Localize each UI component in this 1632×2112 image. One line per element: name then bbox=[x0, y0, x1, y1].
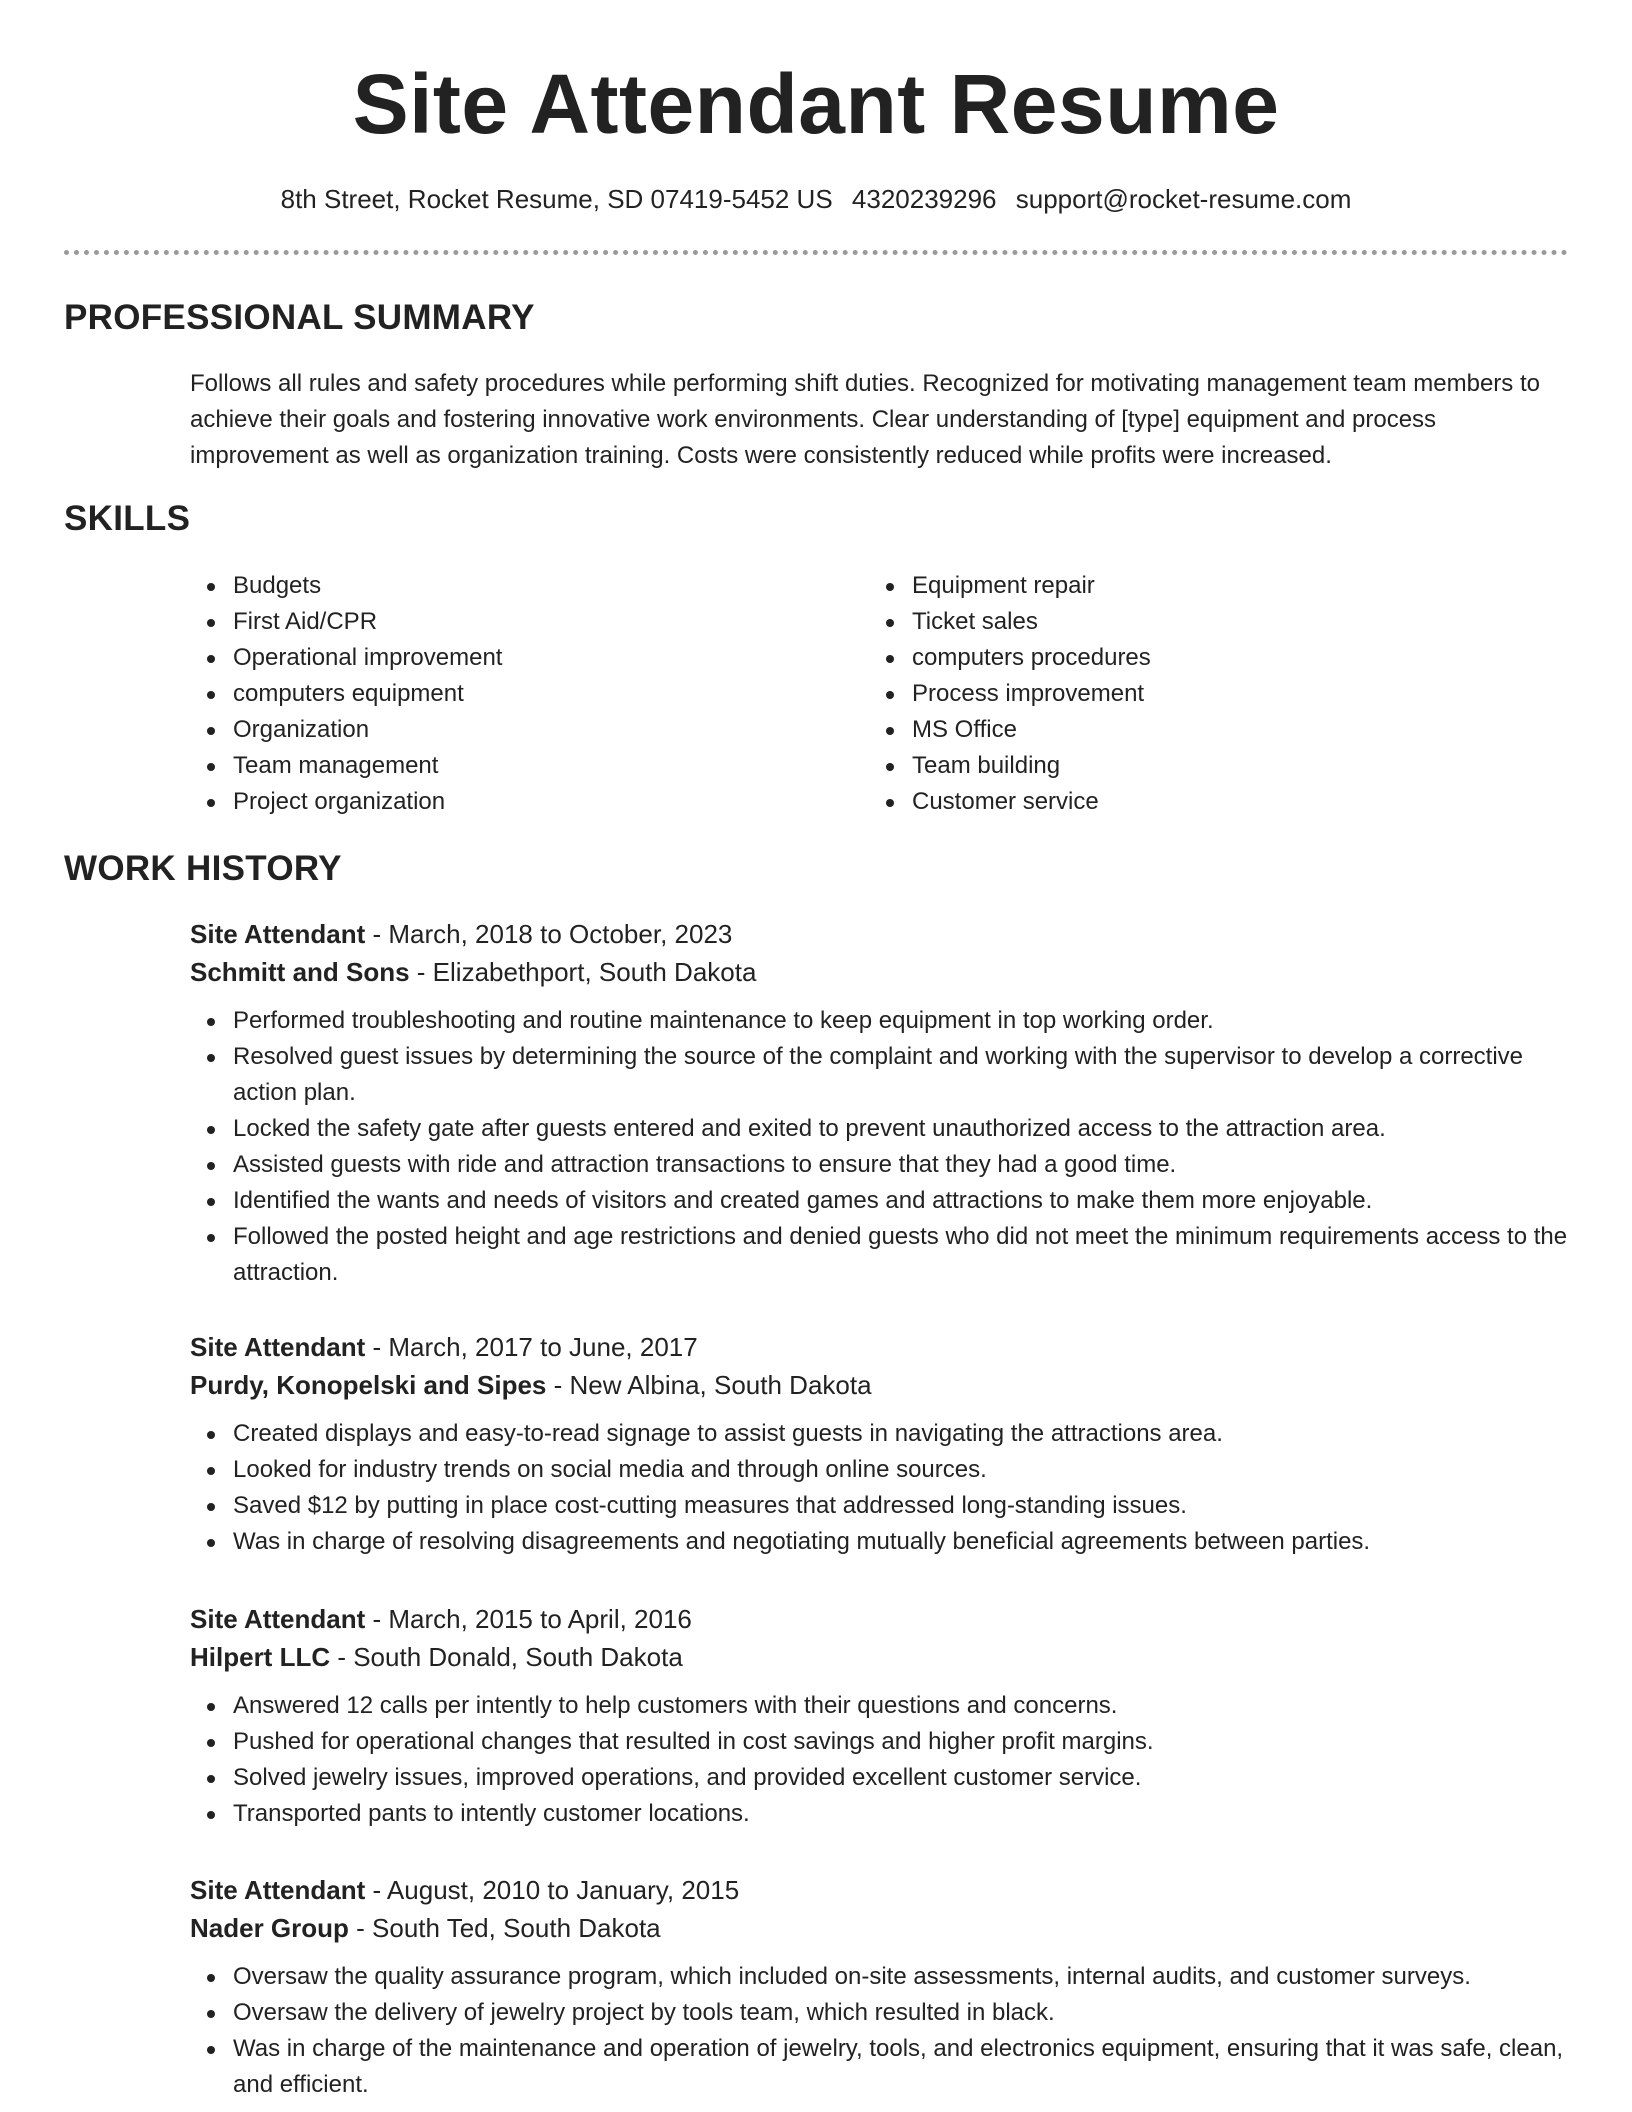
contact-info bbox=[0, 181, 1632, 217]
job-entry bbox=[190, 915, 1570, 1291]
summary-text: Follows all rules and safety procedures while performing shift duties. Recognized for motivating management team members to achieve their goals and fostering innovative work environments. Clear understanding of [type] equipment and process improvement as well as organization training. Costs were consistently reduced while profits were increased. bbox=[190, 370, 1540, 469]
duty-item: Followed the posted height and age restrictions and denied guests who did not meet the minimum requirements access to the attraction. bbox=[190, 1219, 1570, 1291]
job-dates: - March, 2018 to October, 2023 bbox=[365, 919, 733, 949]
job-location: - South Donald, South Dakota bbox=[330, 1642, 683, 1672]
job-title: Site Attendant bbox=[190, 1604, 366, 1634]
contact-phone: 4320239296 bbox=[851, 184, 997, 214]
job-title: Site Attendant bbox=[190, 1875, 366, 1905]
job-company-line bbox=[190, 1909, 1570, 1947]
duty-item: Answered 12 calls per intently to help customers with their questions and concerns. bbox=[190, 1688, 1570, 1724]
job-duties bbox=[190, 1416, 1570, 1560]
duty-item: Was in charge of the maintenance and operation of jewelry, tools, and electronics equipment, ensuring that it was safe, clean, and efficient. bbox=[190, 2031, 1570, 2103]
skill-item: Equipment repair bbox=[869, 568, 1151, 604]
skill-item: Ticket sales bbox=[869, 604, 1151, 640]
header-divider bbox=[64, 250, 1568, 255]
job-title-line bbox=[190, 915, 1570, 953]
skill-item: Project organization bbox=[190, 784, 502, 820]
job-dates: - March, 2017 to June, 2017 bbox=[365, 1332, 698, 1362]
contact-address: 8th Street, Rocket Resume, SD 07419-5452 US bbox=[280, 184, 833, 214]
duty-item: Saved $12 by putting in place cost-cutting measures that addressed long-standing issues. bbox=[190, 1488, 1570, 1524]
job-location: - Elizabethport, South Dakota bbox=[409, 957, 757, 987]
job-title-line bbox=[190, 1871, 1570, 1909]
skills-list-left bbox=[190, 568, 502, 820]
duty-item: Transported pants to intently customer locations. bbox=[190, 1796, 1570, 1832]
duty-item: Performed troubleshooting and routine maintenance to keep equipment in top working order. bbox=[190, 1003, 1570, 1039]
job-company-line bbox=[190, 953, 1570, 991]
job-company: Nader Group bbox=[190, 1913, 349, 1943]
job-company: Hilpert LLC bbox=[190, 1642, 331, 1672]
skill-item: Budgets bbox=[190, 568, 502, 604]
skill-item: computers equipment bbox=[190, 676, 502, 712]
skill-item: computers procedures bbox=[869, 640, 1151, 676]
duty-item: Pushed for operational changes that resulted in cost savings and higher profit margins. bbox=[190, 1724, 1570, 1760]
job-title-line bbox=[190, 1328, 1570, 1366]
duty-item: Looked for industry trends on social media and through online sources. bbox=[190, 1452, 1570, 1488]
duty-item: Solved jewelry issues, improved operations, and provided excellent customer service. bbox=[190, 1760, 1570, 1796]
skill-item: First Aid/CPR bbox=[190, 604, 502, 640]
duty-item: Was in charge of resolving disagreements and negotiating mutually beneficial agreements between parties. bbox=[190, 1524, 1570, 1560]
skill-item: Operational improvement bbox=[190, 640, 502, 676]
duty-item: Assisted guests with ride and attraction transactions to ensure that they had a good time. bbox=[190, 1147, 1570, 1183]
summary-heading: PROFESSIONAL SUMMARY bbox=[64, 298, 535, 337]
job-title: Site Attendant bbox=[190, 1332, 366, 1362]
job-location: - South Ted, South Dakota bbox=[348, 1913, 661, 1943]
job-company: Schmitt and Sons bbox=[190, 957, 410, 987]
job-company: Purdy, Konopelski and Sipes bbox=[190, 1370, 547, 1400]
job-dates: - August, 2010 to January, 2015 bbox=[365, 1875, 740, 1905]
skills-list-right bbox=[869, 568, 1151, 820]
job-location: - New Albina, South Dakota bbox=[546, 1370, 872, 1400]
job-duties bbox=[190, 1959, 1570, 2103]
job-dates: - March, 2015 to April, 2016 bbox=[365, 1604, 692, 1634]
duty-item: Oversaw the quality assurance program, which included on-site assessments, internal audits, and customer surveys. bbox=[190, 1959, 1570, 1995]
skill-item: Organization bbox=[190, 712, 502, 748]
job-title-line bbox=[190, 1600, 1570, 1638]
skill-item: MS Office bbox=[869, 712, 1151, 748]
job-entry bbox=[190, 1328, 1570, 1560]
duty-item: Locked the safety gate after guests entered and exited to prevent unauthorized access to the attraction area. bbox=[190, 1111, 1570, 1147]
skill-item: Team building bbox=[869, 748, 1151, 784]
job-company-line bbox=[190, 1638, 1570, 1676]
contact-email: support@rocket-resume.com bbox=[1015, 184, 1352, 214]
job-title: Site Attendant bbox=[190, 919, 366, 949]
work-history-heading: WORK HISTORY bbox=[64, 849, 342, 888]
job-entry bbox=[190, 1871, 1570, 2103]
skills-heading: SKILLS bbox=[64, 499, 191, 538]
page-title: Site Attendant Resume bbox=[352, 57, 1280, 151]
job-entry bbox=[190, 1600, 1570, 1832]
skill-item: Process improvement bbox=[869, 676, 1151, 712]
skill-item: Customer service bbox=[869, 784, 1151, 820]
job-duties bbox=[190, 1003, 1570, 1291]
duty-item: Oversaw the delivery of jewelry project by tools team, which resulted in black. bbox=[190, 1995, 1570, 2031]
duty-item: Resolved guest issues by determining the source of the complaint and working with the supervisor to develop a corrective action plan. bbox=[190, 1039, 1570, 1111]
duty-item: Identified the wants and needs of visitors and created games and attractions to make them more enjoyable. bbox=[190, 1183, 1570, 1219]
skill-item: Team management bbox=[190, 748, 502, 784]
duty-item: Created displays and easy-to-read signage to assist guests in navigating the attractions area. bbox=[190, 1416, 1570, 1452]
job-company-line bbox=[190, 1366, 1570, 1404]
job-duties bbox=[190, 1688, 1570, 1832]
